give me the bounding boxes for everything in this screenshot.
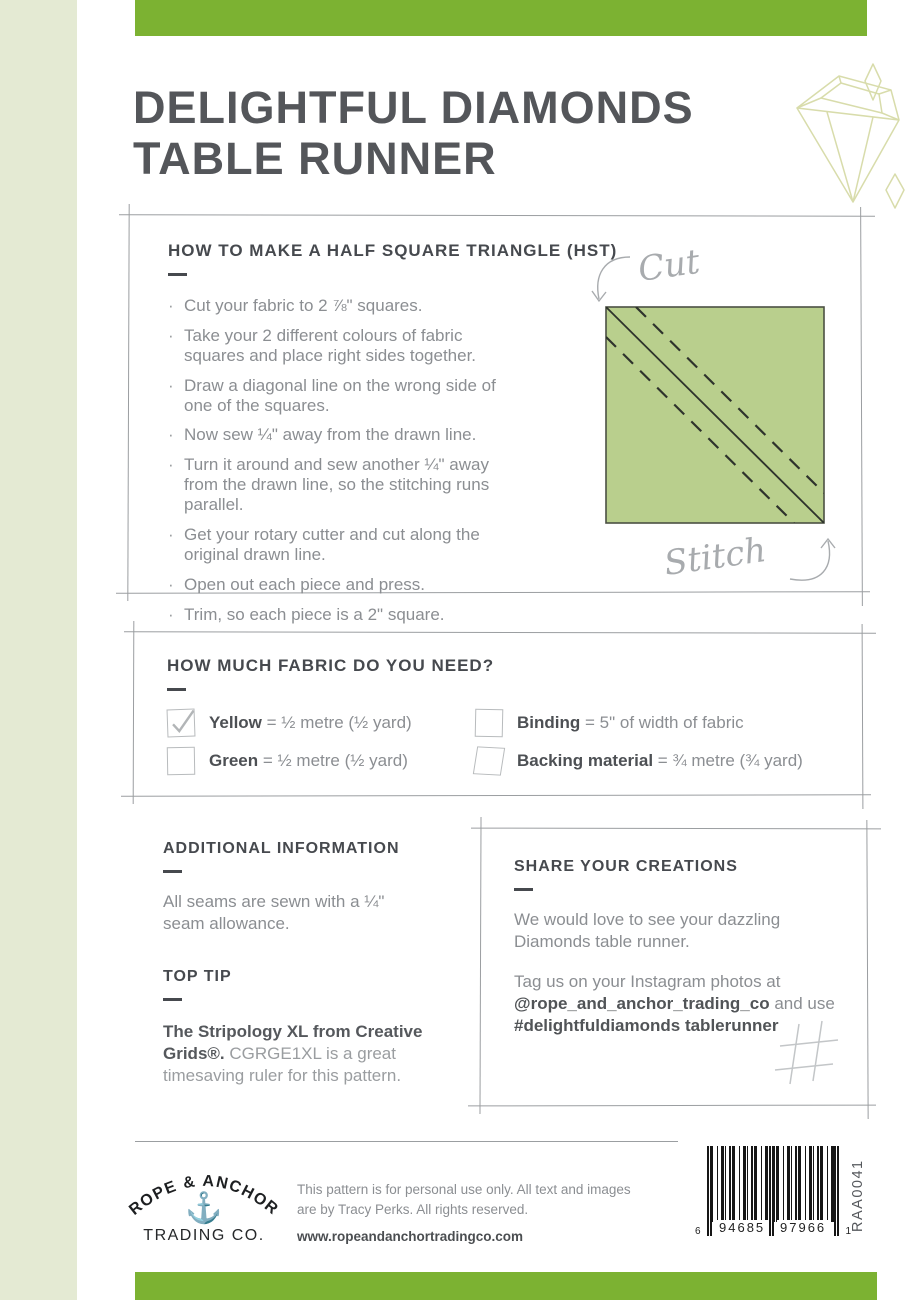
checkbox-empty xyxy=(167,747,195,775)
share-tag-line: Tag us on your Instagram photos at @rope_and_anchor_trading_co and use #delightfuldiamonds tablerunner xyxy=(514,972,835,1036)
bottom-accent-bar xyxy=(135,1272,877,1300)
barcode-guard xyxy=(834,1146,839,1236)
cut-arrow xyxy=(592,257,630,301)
additional-heading: ADDITIONAL INFORMATION xyxy=(163,840,400,857)
box-edge xyxy=(127,204,129,601)
stitch-arrow xyxy=(790,539,835,580)
fabric-item-backing: Backing material = ¾ metre (¾ yard) xyxy=(475,747,803,775)
hst-step: · Turn it around and sew another ¼" away from the drawn line, so the stitching runs parallel. xyxy=(168,455,490,514)
hst-steps-list xyxy=(168,296,520,624)
bullet-dot: · xyxy=(168,574,174,594)
bullet-dot: · xyxy=(168,604,174,624)
logo-arc-text: ROPE & ANCHOR xyxy=(126,1172,282,1219)
footer-divider xyxy=(135,1141,678,1142)
bullet-dot: · xyxy=(168,524,174,544)
additional-body: All seams are sewn with a ¼" seam allowance. xyxy=(163,892,385,934)
top-tip-body: The Stripology XL from Creative Grids®. CGRGE1XL is a great timesaving ruler for this pattern. xyxy=(163,1022,423,1086)
checkbox-checked xyxy=(167,709,196,738)
heading-dash xyxy=(514,888,533,891)
top-tip-heading: TOP TIP xyxy=(163,968,232,985)
heading-dash xyxy=(168,273,187,276)
additional-info-section xyxy=(163,840,493,935)
instagram-handle: @rope_and_anchor_trading_co xyxy=(514,994,770,1014)
box-edge xyxy=(121,794,871,797)
heading-dash xyxy=(163,998,182,1001)
fabric-item-binding: Binding = 5" of width of fabric xyxy=(475,709,803,737)
share-intro: We would love to see your dazzling Diamonds table runner. xyxy=(514,910,781,952)
hst-step: · Cut your fabric to 2 ⅞" squares. xyxy=(168,296,423,315)
bullet-dot: · xyxy=(168,325,174,345)
hst-diagram xyxy=(578,233,878,603)
box-edge xyxy=(866,820,868,1119)
copyright-disclaimer: This pattern is for personal use only. All text and images are by Tracy Perks. All rights reserved. xyxy=(297,1182,631,1218)
check-mark-icon xyxy=(168,710,195,737)
hst-step: · Now sew ¼" away from the drawn line. xyxy=(168,425,477,445)
hst-step: · Open out each piece and press. xyxy=(168,574,425,594)
fabric-section xyxy=(133,632,863,796)
hashtag-doodle-icon xyxy=(770,1018,842,1090)
page-title-line1: DELIGHTFUL DIAMONDS xyxy=(133,82,694,133)
sku-code: RAA0041 xyxy=(850,1159,866,1233)
box-edge xyxy=(479,817,481,1114)
left-accent-stripe xyxy=(0,0,77,1300)
hst-step: · Trim, so each piece is a 2" square. xyxy=(168,604,445,624)
heading-dash xyxy=(163,870,182,873)
box-edge xyxy=(119,214,875,217)
fabric-heading: HOW MUCH FABRIC DO YOU NEED? xyxy=(167,656,495,675)
share-heading: SHARE YOUR CREATIONS xyxy=(514,858,738,875)
rope-and-anchor-logo xyxy=(122,1152,287,1247)
page-title-line2: TABLE RUNNER xyxy=(133,132,497,184)
box-edge xyxy=(471,828,881,830)
top-accent-bar xyxy=(135,0,867,36)
page-title xyxy=(133,83,694,185)
anchor-icon: ⚓ xyxy=(185,1192,223,1225)
hst-step: · Draw a diagonal line on the wrong side of one of the squares. xyxy=(168,375,496,415)
heading-dash xyxy=(167,688,186,691)
barcode: 6 94685 97966 1 xyxy=(703,1146,843,1246)
hst-section xyxy=(128,215,862,624)
bullet-dot: · xyxy=(168,455,174,475)
box-edge xyxy=(468,1105,876,1107)
fabric-list xyxy=(167,709,803,775)
hashtag-text: #delightfuldiamonds tablerunner xyxy=(514,1016,779,1036)
cut-label: Cut xyxy=(635,241,703,290)
box-edge xyxy=(133,621,135,804)
hst-heading: HOW TO MAKE A HALF SQUARE TRIANGLE (HST) xyxy=(168,241,618,260)
hst-step: · Take your 2 different colours of fabric squares and place right sides together. xyxy=(168,325,477,365)
bullet-dot: · xyxy=(168,296,174,315)
checkbox-empty xyxy=(473,746,505,775)
fabric-item-green: Green = ½ metre (½ yard) xyxy=(167,747,475,775)
barcode-guard xyxy=(707,1146,712,1236)
hst-step: · Get your rotary cutter and cut along the original drawn line. xyxy=(168,524,480,564)
stitch-label: Stitch xyxy=(661,530,769,584)
top-tip-section xyxy=(163,968,483,1087)
box-edge xyxy=(124,631,876,634)
box-edge xyxy=(862,624,864,809)
barcode-guard xyxy=(769,1146,774,1236)
checkbox-empty xyxy=(475,709,504,738)
diamond-gem-icon xyxy=(775,56,915,216)
website-url: www.ropeandanchortradingco.com xyxy=(297,1229,524,1244)
bullet-dot: · xyxy=(168,425,174,445)
share-section xyxy=(480,828,868,1106)
fabric-item-yellow: Yellow = ½ metre (½ yard) xyxy=(167,709,475,737)
bullet-dot: · xyxy=(168,375,174,395)
logo-sub-text: TRADING CO. xyxy=(143,1227,265,1244)
